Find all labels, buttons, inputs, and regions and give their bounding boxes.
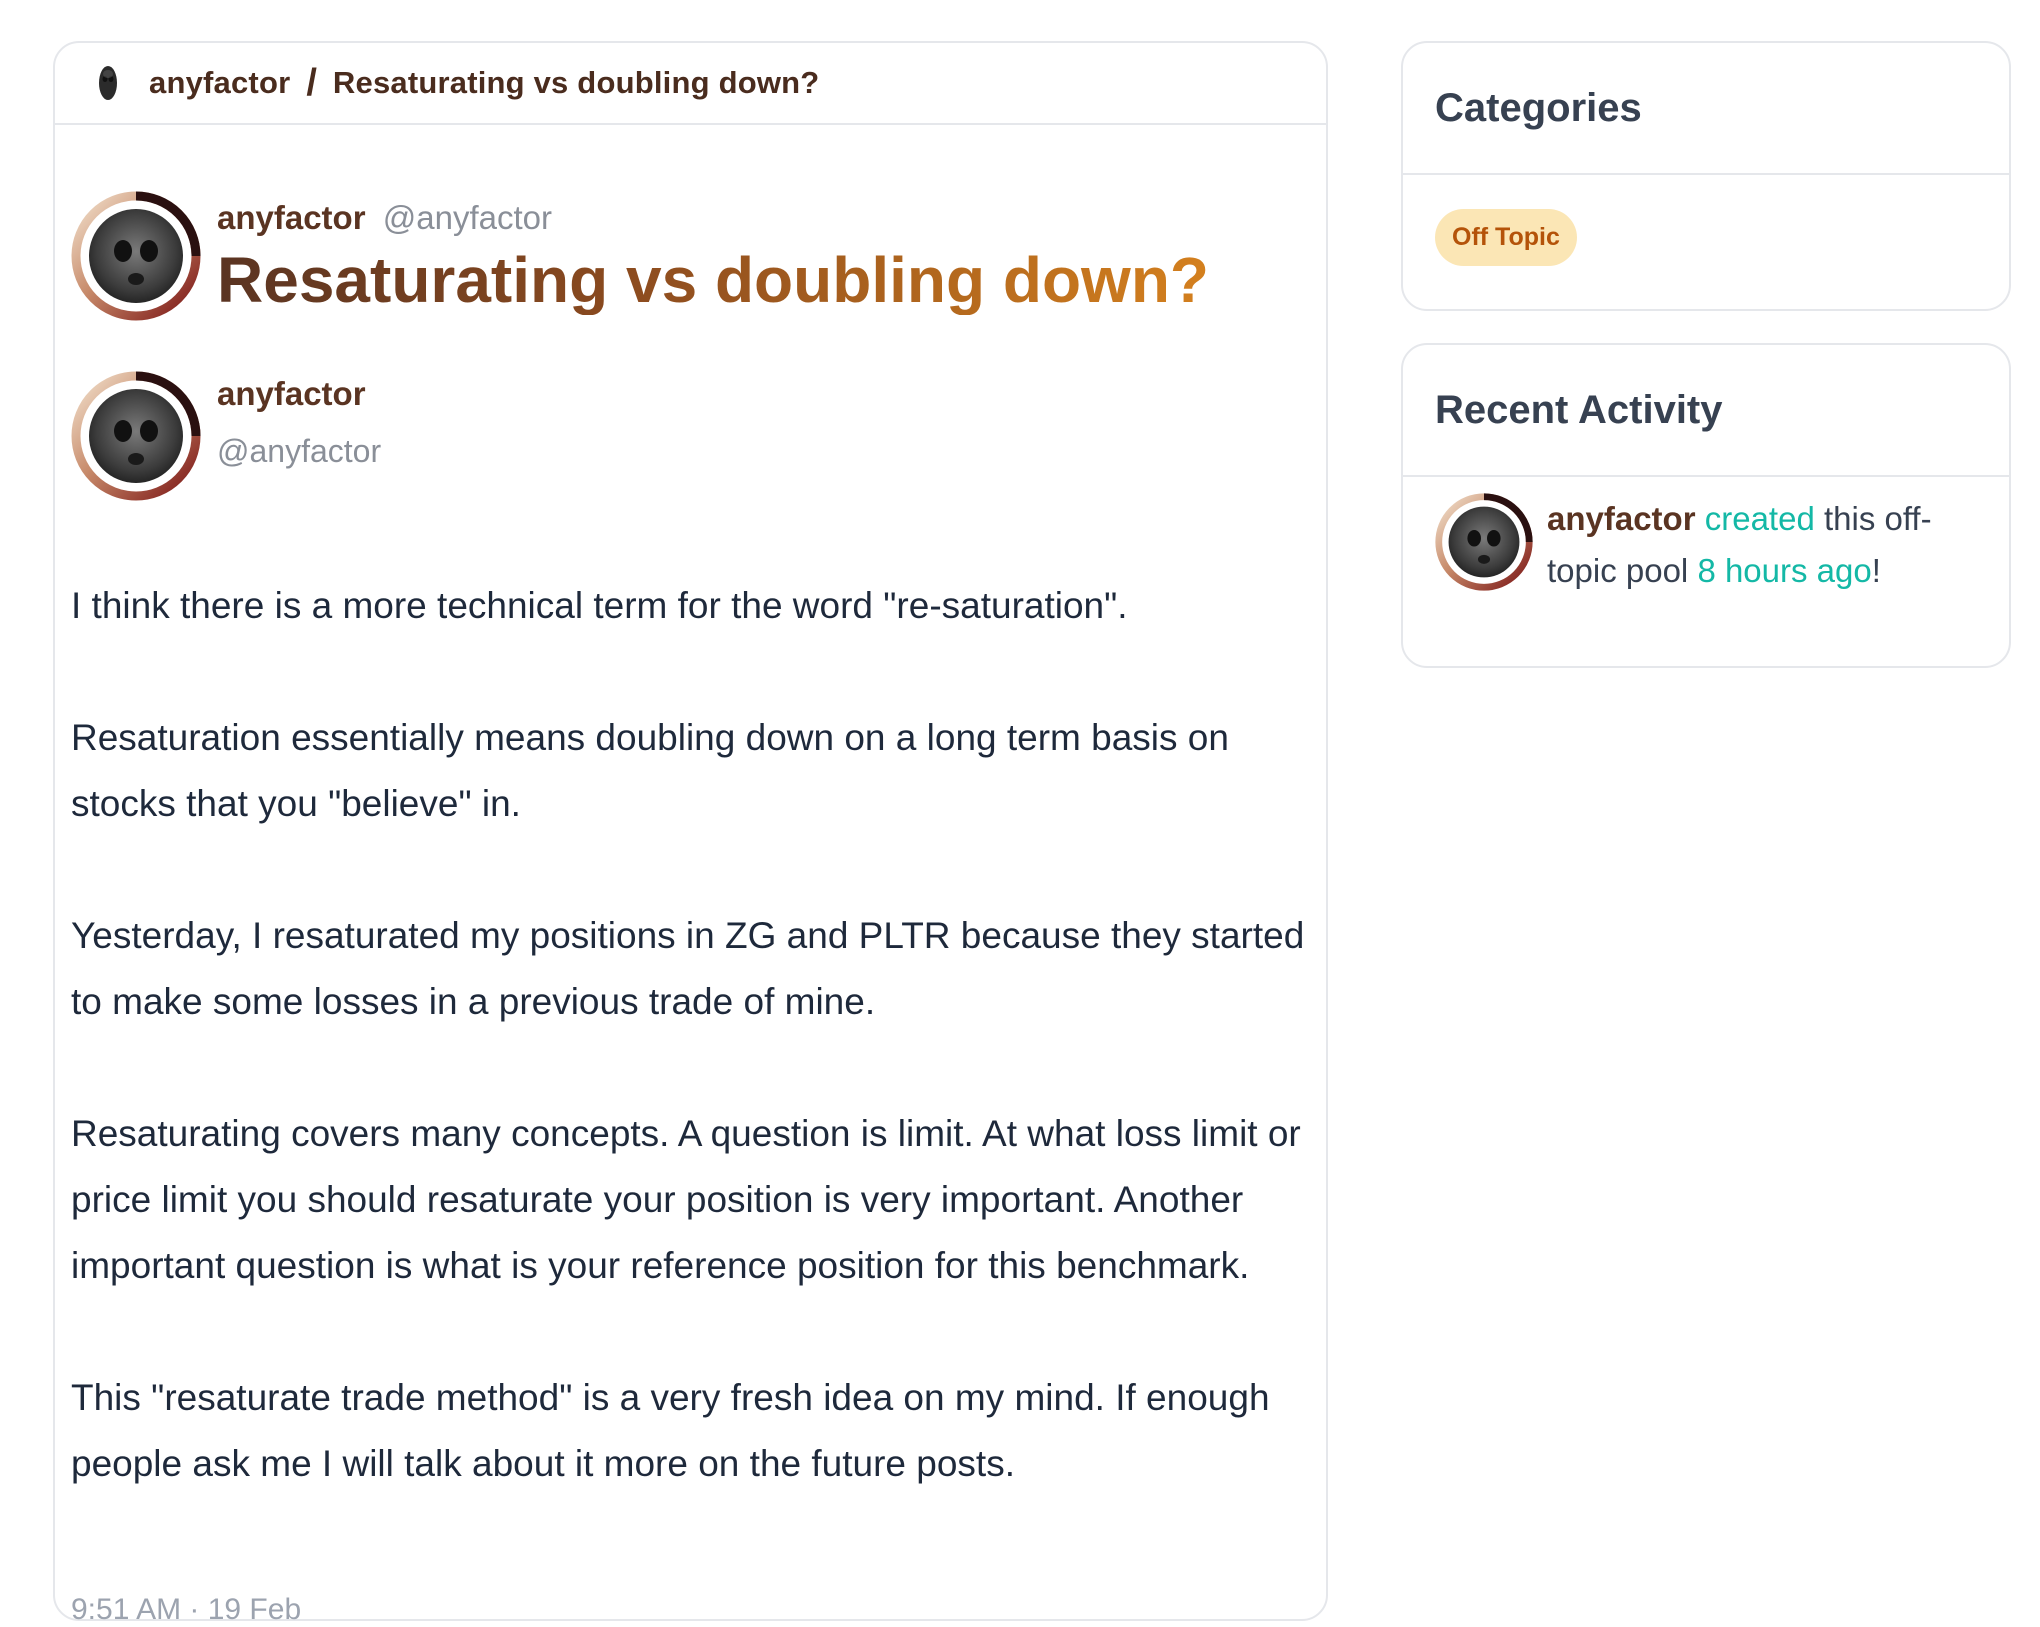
activity-avatar[interactable]: [1435, 493, 1533, 591]
recent-activity-title: Recent Activity: [1403, 345, 2009, 477]
activity-middle-text: this off-topic pool: [1547, 500, 1932, 589]
post-timestamp: 9:51 AM · 19 Feb: [71, 1593, 302, 1626]
byline-avatar[interactable]: [71, 371, 201, 501]
activity-item: [1403, 477, 2009, 597]
post-header: [71, 191, 1209, 321]
post-title: Resaturating vs doubling down?: [217, 244, 1209, 316]
byline-name[interactable]: anyfactor: [217, 375, 366, 412]
activity-action-link[interactable]: created: [1704, 500, 1815, 537]
recent-activity-card: [1401, 343, 2011, 668]
byline-handle: @anyfactor: [217, 433, 382, 469]
author-avatar[interactable]: [71, 191, 201, 321]
post-paragraph: This "resaturate trade method" is a very fresh idea on my mind. If enough people ask me I will talk about it more on the future posts.: [71, 1377, 1270, 1484]
author-name[interactable]: anyfactor: [217, 199, 366, 236]
post-card: [53, 41, 1328, 1626]
activity-suffix: !: [1871, 552, 1881, 589]
activity-time-link[interactable]: 8 hours ago: [1697, 552, 1872, 589]
byline: [71, 371, 381, 501]
categories-title: Categories: [1403, 43, 2009, 175]
post-paragraph: Yesterday, I resaturated my positions in ZG and PLTR because they started to make some losses in a previous trade of mine.: [71, 915, 1305, 1022]
post-body: [71, 573, 1321, 1563]
post-paragraph: Resaturation essentially means doubling down on a long term basis on stocks that you "believe" in.: [71, 717, 1229, 824]
author-handle: @anyfactor: [382, 199, 552, 236]
breadcrumb-avatar[interactable]: [95, 63, 121, 103]
breadcrumb-user-link[interactable]: anyfactor: [149, 65, 291, 100]
post-paragraph: I think there is a more technical term for the word "re-saturation".: [71, 585, 1128, 626]
breadcrumb-separator: /: [306, 61, 317, 104]
breadcrumb: [55, 43, 1326, 125]
post-paragraph: Resaturating covers many concepts. A question is limit. At what loss limit or price limit you should resaturate your position is very important. Another important question is what is your reference position for this benchmark.: [71, 1113, 1301, 1286]
breadcrumb-title: Resaturating vs doubling down?: [332, 65, 820, 100]
activity-text: [1547, 493, 1967, 597]
category-pill-off-topic[interactable]: Off Topic: [1435, 209, 1577, 266]
categories-card: [1401, 41, 2011, 311]
activity-user-link[interactable]: anyfactor: [1547, 500, 1696, 537]
